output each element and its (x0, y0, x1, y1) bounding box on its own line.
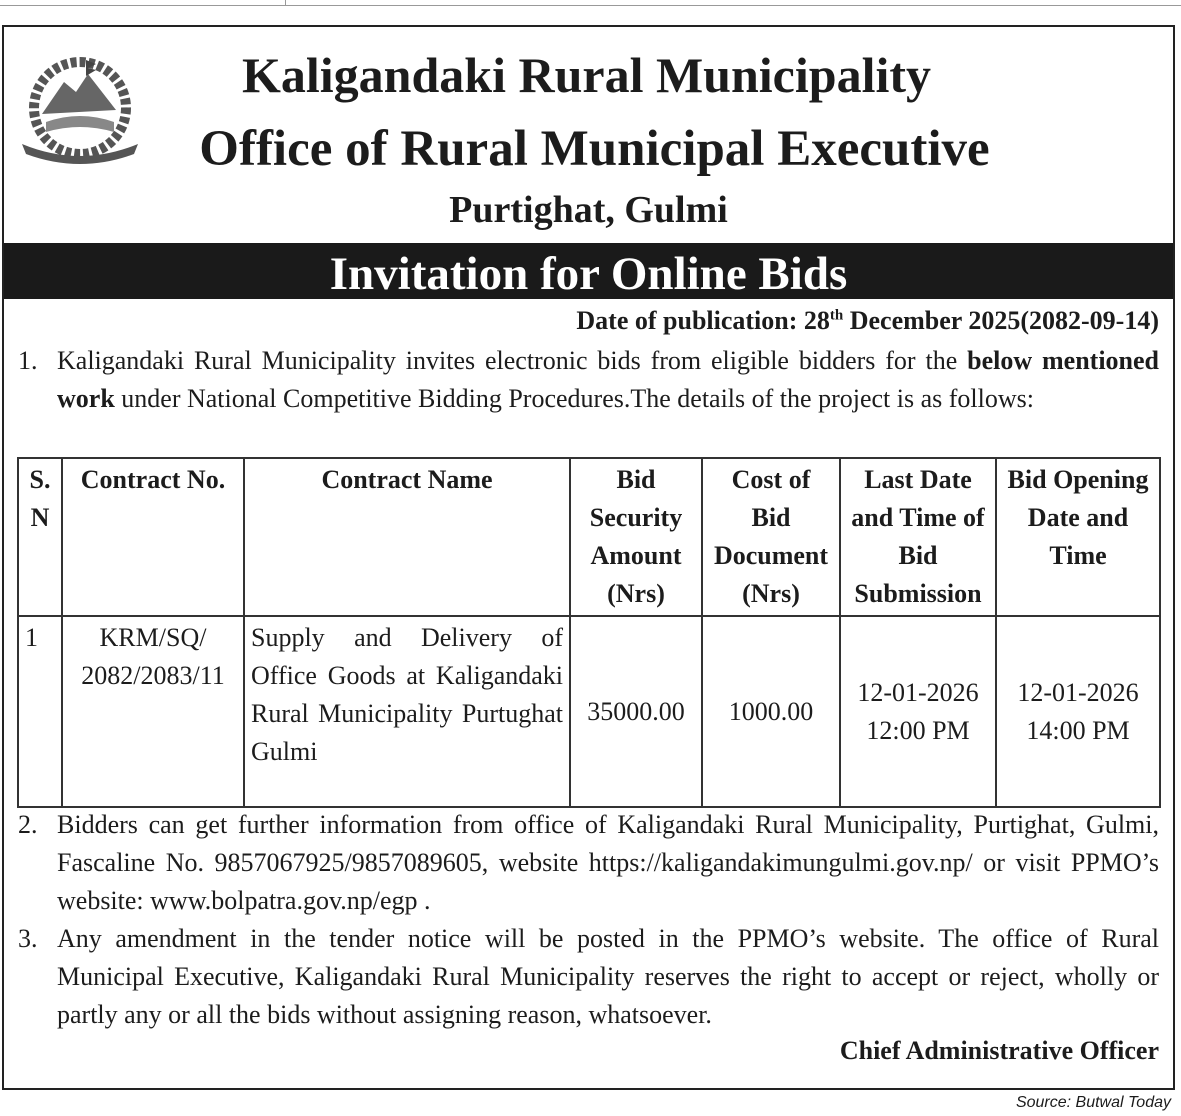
bid-table (17, 457, 1161, 808)
header-bid-security: Bid Security Amount (Nrs) (570, 458, 702, 616)
office-name: Office of Rural Municipal Executive (199, 121, 990, 177)
cell-sn: 1 (18, 616, 62, 807)
header-contract-name: Contract Name (244, 458, 570, 616)
cell-opening-date: 12-01-2026 14:00 PM (996, 616, 1160, 807)
paragraph-1: 1. Kaligandaki Rural Municipality invites electronic bids from eligible bidders for the below mentioned work under National Competitive Bidding Procedures.The details of the project is as follows: (18, 346, 1160, 413)
divider (0, 5, 1181, 6)
header-opening-date: Bid Opening Date and Time (996, 458, 1160, 616)
notice-title: Invitation for Online Bids (4, 243, 1173, 299)
paragraph-2: 2. Bidders can get further information from office of Kaligandaki Rural Municipality, Purtighat, Gulmi, Fascaline No. 9857067925/9857089605, website https://kaligandakimungulmi.gov.np/ or visit PPMO’s website: www.bolpatra.gov.np/egp . (18, 810, 1159, 915)
paragraph-3: 3. Any amendment in the tender notice will be posted in the PPMO’s website. The office of Rural Municipal Executive, Kaligandaki Rural Municipality reserves the right to accept or reject, wholly or partly any or all the bids without assigning reason, whatsoever. (18, 924, 1159, 1029)
source-credit: Source: Butwal Today (1015, 1094, 1171, 1111)
header-cost-document: Cost of Bid Document (Nrs) (702, 458, 840, 616)
office-address: Purtighat, Gulmi (449, 189, 728, 231)
cell-contract-name: Supply and Delivery of Office Goods at Kaligandaki Rural Municipality Purtughat Gulmi (244, 616, 570, 807)
header-last-date: Last Date and Time of Bid Submission (840, 458, 996, 616)
cell-contract-no: KRM/SQ/ 2082/2083/11 (62, 616, 244, 807)
signature-title: Chief Administrative Officer (839, 1036, 1159, 1065)
header-sn: S. N (18, 458, 62, 616)
table-row (18, 616, 1160, 807)
publication-date: Date of publication: 28th December 2025(2082-09-14) (576, 306, 1159, 335)
municipality-name: Kaligandaki Rural Municipality (241, 47, 931, 103)
header-contract-no: Contract No. (62, 458, 244, 616)
divider (285, 0, 286, 6)
cell-bid-security: 35000.00 (570, 616, 702, 807)
cell-cost-document: 1000.00 (702, 616, 840, 807)
table-header-row (18, 458, 1160, 616)
cell-last-date: 12-01-2026 12:00 PM (840, 616, 996, 807)
